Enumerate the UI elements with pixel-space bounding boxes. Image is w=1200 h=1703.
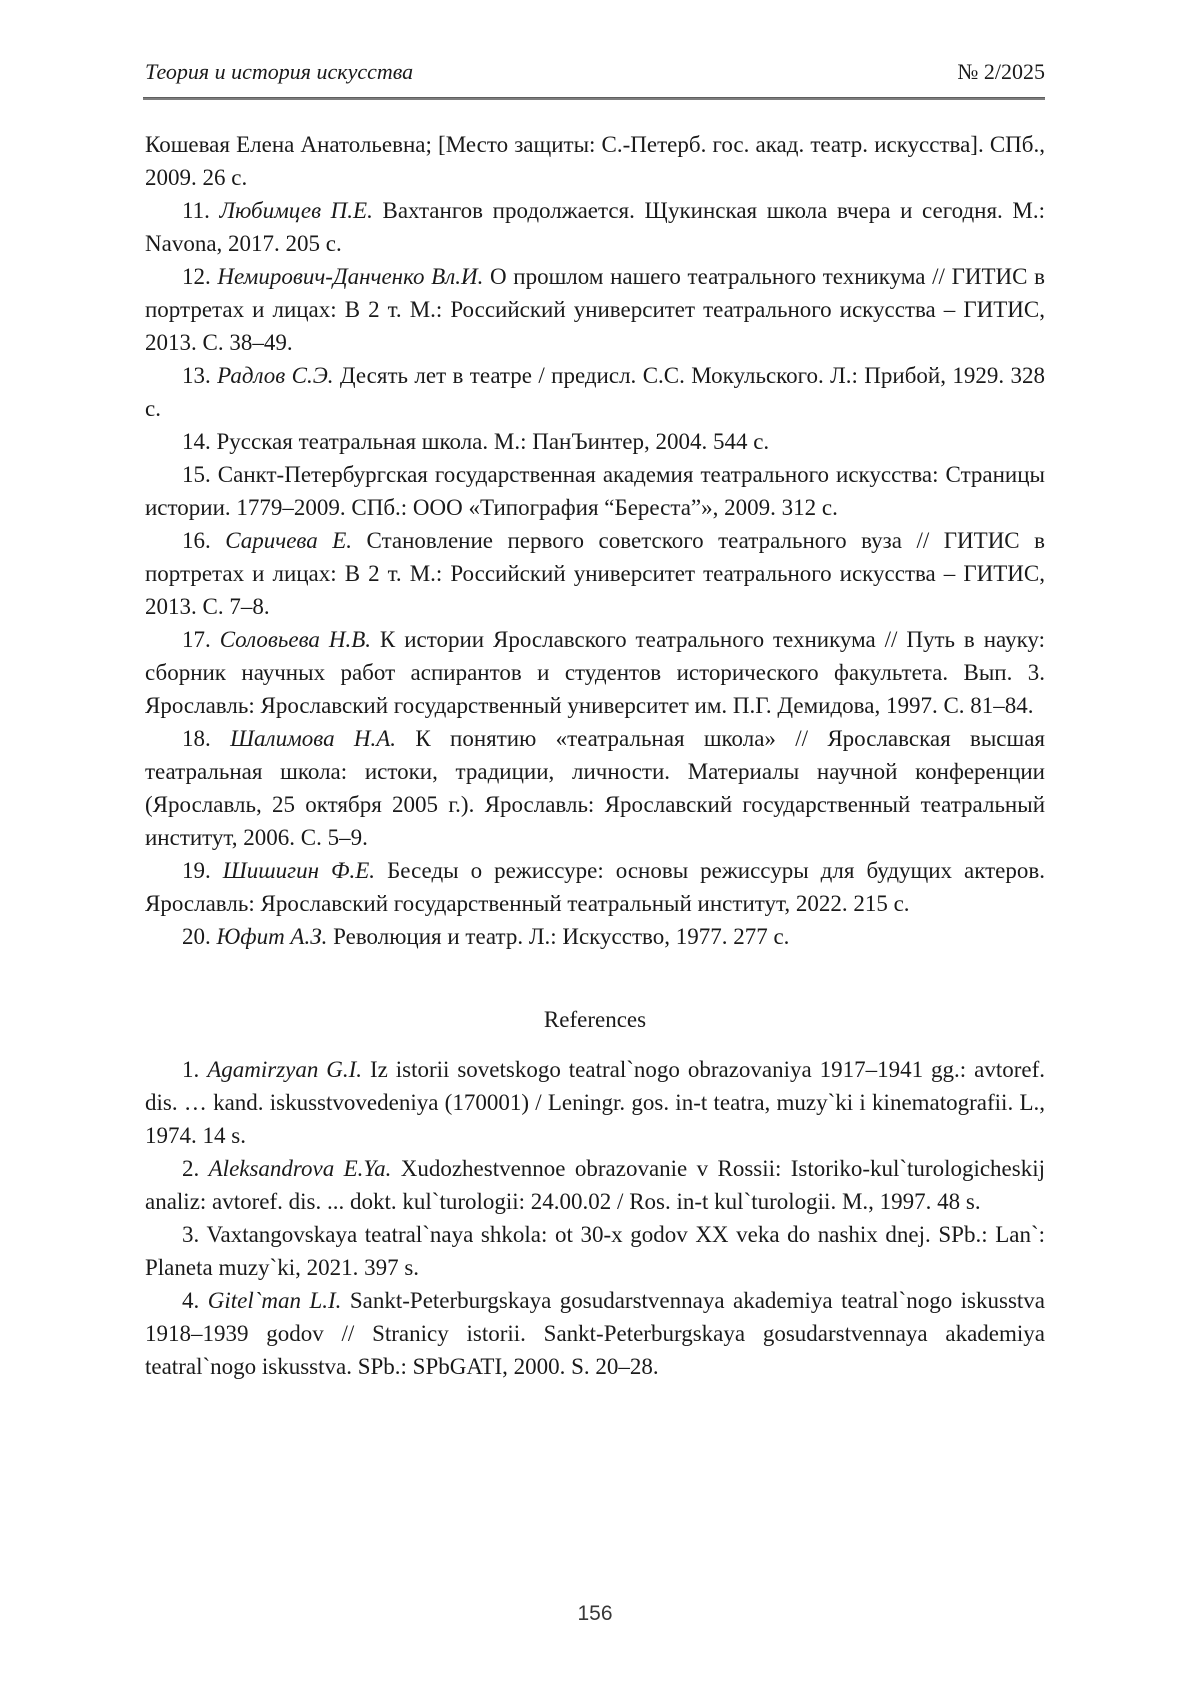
bibliography-russian (145, 128, 1045, 953)
references-heading: References (543, 1007, 647, 1032)
bibliography-transliterated (145, 1053, 1045, 1383)
reference-entry: 12. Немирович-Данченко Вл.И. О прошлом нашего театрального техникума // ГИТИС в портретах и лицах: В 2 т. М.: Российский университет театрального искусства – ГИТИС, 2013. С. 38–49. (145, 264, 1046, 355)
reference-entry: 2. Aleksandrova E.Ya. Xudozhestvennoe obrazovanie v Rossii: Istoriko-kul`turologicheskij analiz: avtoref. dis. ... dokt. kul`turologii: 24.00.02 / Ros. in-t kul`turologii. M., 1997. 48 s. (145, 1156, 1046, 1214)
page-footer (145, 1601, 1045, 1627)
reference-entry: 15. Санкт-Петербургская государственная академия театрального искусства: Страницы истории. 1779–2009. СПб.: ООО «Типография “Береста”», 2009. 312 с. (145, 462, 1045, 520)
reference-entry: 20. Юфит А.З. Революция и театр. Л.: Искусство, 1977. 277 с. (182, 924, 790, 949)
author-name: Aleksandrova E.Ya. (208, 1156, 392, 1181)
reference-entry: 18. Шалимова Н.А. К понятию «театральная школа» // Ярославская высшая театральная школа: истоки, традиции, личности. Материалы научной конференции (Ярославль, 25 октября 2005 г.). Ярославль: Ярославский государственный театральный институт, 2006. С. 5–9. (145, 726, 1046, 850)
reference-entry: 19. Шишигин Ф.Е. Беседы о режиссуре: основы режиссуры для будущих актеров. Ярославль: Ярославский государственный театральный институт, 2022. 215 с. (145, 858, 1046, 916)
author-name: Немирович-Данченко Вл.И. (217, 264, 484, 289)
journal-section-title: Теория и история искусства (145, 59, 414, 84)
running-head (145, 58, 1045, 86)
header-rule (143, 97, 1045, 100)
page-number: 156 (577, 1602, 613, 1625)
author-name: Agamirzyan G.I. (207, 1057, 363, 1082)
author-name: Юфит А.З. (216, 924, 328, 949)
reference-entry: 11. Любимцев П.Е. Вахтангов продолжается. Щукинская школа вчера и сегодня. М.: Navona, 2017. 205 с. (145, 198, 1046, 256)
reference-entry: Кошевая Елена Анатольевна; [Место защиты: С.-Петерб. гос. акад. театр. искусства]. СПб., 2009. 26 с. (145, 132, 1045, 190)
author-name: Соловьева Н.В. (219, 627, 371, 652)
reference-entry: 17. Соловьева Н.В. К истории Ярославского театрального техникума // Путь в науку: сборник научных работ аспирантов и студентов исторического факультета. Вып. 3. Ярославль: Ярославский государственный университет им. П.Г. Демидова, 1997. С. 81–84. (145, 627, 1046, 718)
issue-number: № 2/2025 (957, 59, 1045, 84)
author-name: Gitel`man L.I. (207, 1288, 342, 1313)
reference-entry: 4. Gitel`man L.I. Sankt-Peterburgskaya gosudarstvennaya akademiya teatral`nogo iskusstva 1918–1939 godov // Stranicy istorii. Sankt-Peterburgskaya gosudarstvennaya akademiya teatral`nogo iskusstva. SPb.: SPbGATI, 2000. S. 20–28. (145, 1288, 1046, 1379)
author-name: Любимцев П.Е. (219, 198, 373, 223)
author-name: Шишигин Ф.Е. (222, 858, 376, 883)
author-name: Шалимова Н.А. (230, 726, 397, 751)
reference-entry: 14. Русская театральная школа. М.: ПанЪинтер, 2004. 544 с. (182, 429, 770, 454)
reference-entry: 3. Vaxtangovskaya teatral`naya shkola: ot 30-x godov XX veka do nashix dnej. SPb.: Lan`: Planeta muzy`ki, 2021. 397 s. (145, 1222, 1045, 1280)
reference-entry: 13. Радлов С.Э. Десять лет в театре / предисл. С.С. Мокульского. Л.: Прибой, 1929. 328 с. (145, 363, 1046, 421)
reference-entry: 16. Саричева Е. Становление первого советского театрального вуза // ГИТИС в портретах и лицах: В 2 т. М.: Российский университет театрального искусства – ГИТИС, 2013. С. 7–8. (145, 528, 1045, 619)
author-name: Радлов С.Э. (217, 363, 334, 388)
author-name: Саричева Е. (225, 528, 353, 553)
page-content (145, 128, 1045, 1383)
reference-entry: 1. Agamirzyan G.I. Iz istorii sovetskogo teatral`nogo obrazovaniya 1917–1941 gg.: avtoref. dis. … kand. iskusstvovedeniya (170001) / Leningr. gos. in-t teatra, muzy`ki i kinematografii. L., 1974. 14 s. (145, 1057, 1045, 1148)
